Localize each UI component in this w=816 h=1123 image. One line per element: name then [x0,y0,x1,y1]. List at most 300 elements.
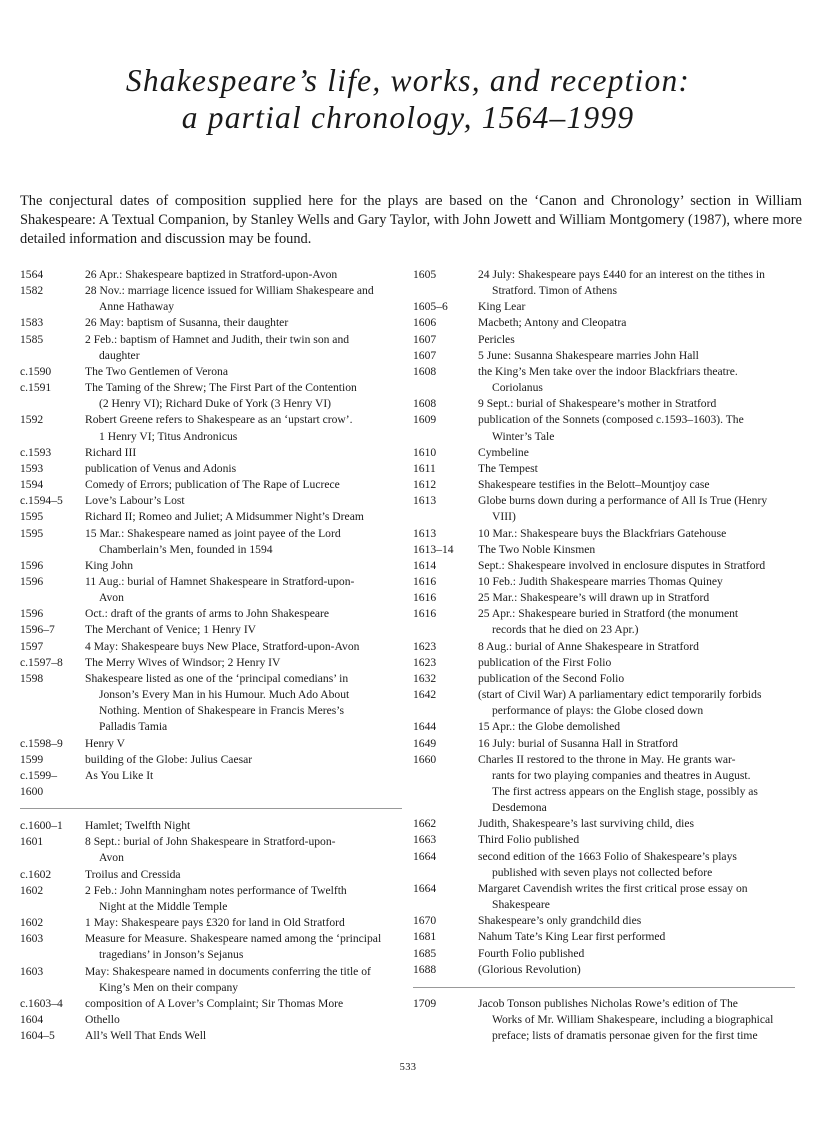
entry-text [85,915,400,931]
entry-text [478,606,793,638]
entry-line: Troilus and Cressida [85,867,181,881]
title-line-1: Shakespeare’s life, works, and reception: [125,63,691,98]
entry-line: publication of the Second Folio [478,671,625,685]
entry-line: Jacob Tonson publishes Nicholas Rowe’s edition of The [478,996,738,1010]
entry-text [85,526,400,558]
entry-line: The Taming of the Shrew; The First Part of the Contention [85,381,357,395]
entry-text [478,832,793,848]
entry-line: Avon [99,851,124,865]
entry-line: Works of Mr. William Shakespeare, including a biographical [492,1013,774,1027]
entry-date: 1610 [413,445,437,459]
entry-date: 1664 [413,849,437,863]
entry-date: 1614 [413,558,437,572]
entry-line: Charles II restored to the throne in May. He grants war- [478,752,736,766]
entry-text [478,477,793,493]
chronology-entry [413,736,795,752]
entry-date: 1604 [20,1013,44,1027]
entry-text [85,558,400,574]
entry-line: 11 Aug.: burial of Hamnet Shakespeare in Stratford-upon- [85,574,355,588]
entry-date: c.1603–4 [20,996,63,1010]
left-section-1 [20,267,402,800]
entry-line: Pericles [478,332,515,346]
entry-line: 16 July: burial of Susanna Hall in Stratford [478,736,678,750]
entry-text [478,946,793,962]
entry-line: Macbeth; Antony and Cleopatra [478,316,627,330]
entry-date: 1603 [20,932,44,946]
chronology-entry [20,526,402,558]
chronology-entry [413,477,795,493]
entry-date: 1660 [413,752,437,766]
entry-text [478,849,793,881]
entry-line: rants for two playing companies and theatres in August. [492,768,751,782]
entry-text [85,364,400,380]
entry-line: 4 May: Shakespeare buys New Place, Stratford-upon-Avon [85,639,360,653]
entry-text [85,834,400,866]
entry-text [85,283,400,315]
entry-text [85,315,400,331]
entry-text [85,671,400,736]
chronology-entry [413,542,795,558]
entry-line: All’s Well That Ends Well [85,1029,207,1043]
entry-date: 1662 [413,817,437,831]
entry-text [85,606,400,622]
entry-date: 1595 [20,510,44,524]
entry-line: composition of A Lover’s Complaint; Sir Thomas More [85,996,344,1010]
entry-date: 1597 [20,639,44,653]
entry-text [85,445,400,461]
entry-line: (start of Civil War) A parliamentary edict temporarily forbids [478,688,762,702]
entry-line: Avon [99,591,124,605]
entry-date: 1608 [413,364,437,378]
entry-line: The Two Noble Kinsmen [478,542,596,556]
chronology-entry [20,1028,402,1044]
entry-date: 1607 [413,348,437,362]
chronology-entry [413,445,795,461]
entry-text [85,964,400,996]
entry-line: Hamlet; Twelfth Night [85,819,191,833]
entry-line: Comedy of Errors; publication of The Rape of Lucrece [85,478,340,492]
entry-line: Stratford. Timon of Athens [492,284,617,298]
entry-text [478,412,793,444]
entry-date: 1605 [413,268,437,281]
entry-text [478,348,793,364]
chronology-entry [20,267,402,283]
entry-date: 1623 [413,655,437,669]
chronology-entry [413,655,795,671]
entry-text [478,315,793,331]
chronology-entry [20,931,402,963]
entry-date: 1613 [413,494,437,508]
entry-text [478,962,793,978]
entry-text [85,509,400,525]
entry-line: Love’s Labour’s Lost [85,494,185,508]
entry-line: King John [85,558,133,572]
entry-date: 1602 [20,883,44,897]
entry-line: preface; lists of dramatis personae given for the first time [492,1029,758,1043]
chronology-entry [413,606,795,638]
entry-date: c.1591 [20,381,52,395]
chronology-entry [413,752,795,817]
entry-date: 1613–14 [413,542,454,556]
chronology-left-column [20,267,402,1044]
entry-text [85,267,400,283]
chronology-entry [20,412,402,444]
entry-line: Globe burns down during a performance of All Is True (Henry [478,494,768,508]
section-divider [20,808,402,809]
entry-line: second edition of the 1663 Folio of Shakespeare’s plays [478,849,737,863]
entry-date: 1605–6 [413,300,448,314]
chronology-entry [413,461,795,477]
entry-text [478,913,793,929]
entry-line: Robert Greene refers to Shakespeare as an ‘upstart crow’. [85,413,353,427]
right-section-1 [413,267,795,978]
entry-date: 1644 [413,720,437,734]
entry-text [478,639,793,655]
entry-line: 28 Nov.: marriage licence issued for William Shakespeare and [85,284,374,298]
entry-line: 2 Feb.: John Manningham notes performance of Twelfth [85,883,347,897]
entry-text [85,461,400,477]
entry-line: Richard III [85,445,137,459]
chronology-entry [413,315,795,331]
chronology-entry [20,883,402,915]
entry-text [85,1012,400,1028]
entry-date: 1606 [413,316,437,330]
chronology-entry [413,962,795,978]
right-section-2 [413,996,795,1044]
entry-date: 1688 [413,962,437,976]
entry-line: 8 Sept.: burial of John Shakespeare in Stratford-upon- [85,835,336,849]
entry-line: Anne Hathaway [99,300,175,314]
chronology-entry [20,834,402,866]
chronology-entry [413,946,795,962]
entry-date: 1616 [413,607,437,621]
entry-date: 1596 [20,558,44,572]
entry-line: published with seven plays not collected before [492,865,713,879]
entry-text [478,736,793,752]
entry-line: 2 Feb.: baptism of Hamnet and Judith, their twin son and [85,332,350,346]
entry-line [85,784,400,800]
entry-date: 1564 [20,268,44,281]
chronology-entry [20,915,402,931]
entry-date: 1596 [20,574,44,588]
entry-text [85,867,400,883]
entry-line: Oct.: draft of the grants of arms to John Shakespeare [85,607,330,621]
entry-text [478,267,793,299]
entry-text [478,558,793,574]
entry-text [85,332,400,364]
chronology-entry [413,671,795,687]
entry-text [478,542,793,558]
chronology-entry [20,818,402,834]
entry-line: Sept.: Shakespeare involved in enclosure disputes in Stratford [478,558,766,572]
entry-date: 1670 [413,914,437,928]
entry-date: 1593 [20,461,44,475]
chronology-entry [20,964,402,996]
entry-text [85,380,400,412]
entry-line: 1 Henry VI; Titus Andronicus [99,429,238,443]
entry-line: (Glorious Revolution) [478,962,581,976]
entry-line: The Merry Wives of Windsor; 2 Henry IV [85,655,281,669]
entry-text [85,818,400,834]
entry-text [478,461,793,477]
chronology-entry [20,315,402,331]
entry-line: 25 Mar.: Shakespeare’s will drawn up in Stratford [478,591,710,605]
chronology-entry [20,477,402,493]
entry-line: 25 Apr.: Shakespeare buried in Stratford (the monument [478,607,739,621]
entry-text [85,574,400,606]
chronology-entry [413,332,795,348]
entry-date: 1595 [20,526,44,540]
chronology-entry [20,768,402,800]
entry-text [478,929,793,945]
chronology-entry [20,574,402,606]
entry-date: 1616 [413,591,437,605]
chronology-entry [413,364,795,396]
entry-line: King’s Men on their company [99,980,239,994]
entry-line: Palladis Tamia [99,720,168,734]
entry-date: c.1600–1 [20,819,63,833]
chronology-entry [20,445,402,461]
entry-line: May: Shakespeare named in documents conferring the title of [85,964,371,978]
entry-line: Third Folio published [478,833,580,847]
chronology-entry [20,639,402,655]
entry-text [478,655,793,671]
entry-line: 26 Apr.: Shakespeare baptized in Stratford-upon-Avon [85,268,338,281]
title-line-2: a partial chronology, 1564–1999 [181,100,635,135]
entry-line: Othello [85,1013,120,1027]
entry-text [85,996,400,1012]
entry-line: tragedians’ in Jonson’s Sejanus [99,948,244,962]
entry-line: Shakespeare [492,898,550,912]
entry-text [478,816,793,832]
entry-text [478,396,793,412]
entry-date: c.1590 [20,364,52,378]
chronology-entry [413,299,795,315]
entry-text [478,752,793,817]
chronology-entry [413,558,795,574]
chronology-entry [413,996,795,1044]
chronology-entry [413,687,795,719]
chronology-entry [413,348,795,364]
entry-line: Cymbeline [478,445,529,459]
entry-line: the King’s Men take over the indoor Blackfriars theatre. [478,364,738,378]
chronology-entry [20,493,402,509]
entry-text [85,883,400,915]
entry-date: 1681 [413,930,437,944]
chronology-entry [413,574,795,590]
entry-line: Richard II; Romeo and Juliet; A Midsummer Night’s Dream [85,510,364,524]
entry-line: Margaret Cavendish writes the first critical prose essay on [478,881,748,895]
entry-line: 10 Mar.: Shakespeare buys the Blackfriars Gatehouse [478,526,727,540]
entry-line: publication of Venus and Adonis [85,461,237,475]
chronology-entry [20,364,402,380]
entry-text [478,332,793,348]
entry-date: 1592 [20,413,44,427]
entry-line: The first actress appears on the English stage, possibly as [492,785,758,798]
entry-line: Jonson’s Every Man in his Humour. Much Ado About [99,688,350,702]
entry-line: building of the Globe: Julius Caesar [85,752,253,766]
chronology-entry [413,913,795,929]
entry-text [478,364,793,396]
entry-line: King Lear [478,300,526,314]
entry-date: 1582 [20,284,44,298]
chronology-entry [413,832,795,848]
entry-text [85,752,400,768]
chronology-entry [20,558,402,574]
chronology-entry [413,849,795,881]
entry-date: 1663 [413,833,437,847]
entry-date: 1609 [413,413,437,427]
entry-date: c.1593 [20,445,52,459]
entry-line: publication of the Sonnets (composed c.1593–1603). The [478,413,744,427]
entry-line: Night at the Middle Temple [99,899,228,913]
entry-date: 1603 [20,964,44,978]
chronology-entry [20,622,402,638]
chronology-entry [413,493,795,525]
entry-text [85,655,400,671]
chronology-entry [413,929,795,945]
entry-date: c.1597–8 [20,655,63,669]
entry-date: 1613 [413,526,437,540]
entry-text [478,493,793,525]
entry-date: 1607 [413,332,437,346]
chronology-entry [413,590,795,606]
entry-line: Nothing. Mention of Shakespeare in Francis Meres’s [99,704,345,718]
chronology-entry [20,461,402,477]
entry-line: Winter’s Tale [492,429,555,443]
chronology-entry [413,267,795,299]
entry-text [478,574,793,590]
entry-line: 10 Feb.: Judith Shakespeare marries Thomas Quiney [478,574,723,588]
entry-date: 1632 [413,671,437,685]
entry-line: Shakespeare testifies in the Belott–Mountjoy case [478,478,710,492]
entry-line: records that he died on 23 Apr.) [492,623,639,637]
chronology-entry [20,996,402,1012]
entry-line: (2 Henry VI); Richard Duke of York (3 Henry VI) [99,397,332,411]
chronology-entry [413,719,795,735]
entry-date: 1685 [413,946,437,960]
entry-line: daughter [99,348,140,362]
entry-line: Nahum Tate’s King Lear first performed [478,930,666,944]
entry-line: Chamberlain’s Men, founded in 1594 [99,542,273,556]
entry-line: Judith, Shakespeare’s last surviving child, dies [478,817,695,831]
entry-text [478,590,793,606]
chronology-entry [413,639,795,655]
entry-line: As You Like It [85,768,154,782]
entry-date: 1649 [413,736,437,750]
entry-text [85,736,400,752]
entry-line: The Merchant of Venice; 1 Henry IV [85,623,257,637]
entry-date: 1596 [20,607,44,621]
entry-date: 1642 [413,688,437,702]
entry-date: 1594 [20,478,44,492]
entry-text [85,768,400,800]
entry-line: Desdemona [492,801,547,815]
entry-date: c.1602 [20,867,52,881]
entry-date: 1583 [20,316,44,330]
entry-text [478,881,793,913]
entry-line: Shakespeare listed as one of the ‘principal comedians’ in [85,671,349,685]
entry-date: 1599 [20,752,44,766]
entry-text [85,477,400,493]
chronology-entry [413,526,795,542]
entry-text [478,445,793,461]
entry-date: 1709 [413,996,437,1010]
entry-text [478,719,793,735]
entry-line: Henry V [85,736,126,750]
entry-line: VIII) [492,510,516,524]
entry-line: 1 May: Shakespeare pays £320 for land in Old Stratford [85,916,345,930]
entry-line: Coriolanus [492,381,543,395]
chronology-entry [20,867,402,883]
entry-line: 15 Apr.: the Globe demolished [478,720,621,734]
entry-line: 9 Sept.: burial of Shakespeare’s mother in Stratford [478,397,717,411]
chronology-entry [20,671,402,736]
entry-text [478,687,793,719]
entry-text [85,931,400,963]
entry-date: c.1598–9 [20,736,63,750]
entry-line: Shakespeare’s only grandchild dies [478,914,642,928]
chronology-entry [20,606,402,622]
entry-date: c.1594–5 [20,494,63,508]
chronology-entry [413,412,795,444]
entry-date: 1602 [20,916,44,930]
entry-line: Fourth Folio published [478,946,585,960]
entry-line: The Two Gentlemen of Verona [85,364,228,378]
chronology-right-column [413,267,795,1044]
entry-date: 1611 [413,461,436,475]
section-divider [413,987,795,988]
chronology-entry [413,396,795,412]
entry-date: 1604–5 [20,1029,55,1043]
entry-line: 5 June: Susanna Shakespeare marries John Hall [478,348,699,362]
chronology-entry [20,283,402,315]
page-title [0,62,816,136]
page-number: 533 [399,1062,417,1073]
entry-text [85,1028,400,1044]
entry-date: 1598 [20,671,44,685]
entry-text [85,639,400,655]
entry-line: 24 July: Shakespeare pays £440 for an interest on the tithes in [478,268,765,281]
entry-date: c.1599– 1600 [20,768,58,798]
chronology-entry [20,332,402,364]
entry-line: performance of plays: the Globe closed down [492,704,704,718]
entry-date: 1601 [20,835,44,849]
chronology-entry [20,752,402,768]
chronology-entry [20,380,402,412]
entry-date: 1623 [413,639,437,653]
entry-line: The Tempest [478,461,538,475]
entry-text [85,493,400,509]
chronology-entry [413,816,795,832]
left-section-2 [20,818,402,1044]
entry-line: publication of the First Folio [478,655,612,669]
entry-date: 1616 [413,574,437,588]
entry-text [85,412,400,444]
entry-line: Measure for Measure. Shakespeare named among the ‘principal [85,932,382,946]
entry-line: 15 Mar.: Shakespeare named as joint payee of the Lord [85,526,341,540]
chronology-entry [413,881,795,913]
entry-date: 1664 [413,881,437,895]
entry-date: 1608 [413,397,437,411]
entry-text [478,526,793,542]
entry-date: 1585 [20,332,44,346]
entry-text [478,299,793,315]
entry-line: 26 May: baptism of Susanna, their daughter [85,316,289,330]
entry-text [478,996,793,1044]
chronology-entry [20,509,402,525]
entry-text [478,671,793,687]
